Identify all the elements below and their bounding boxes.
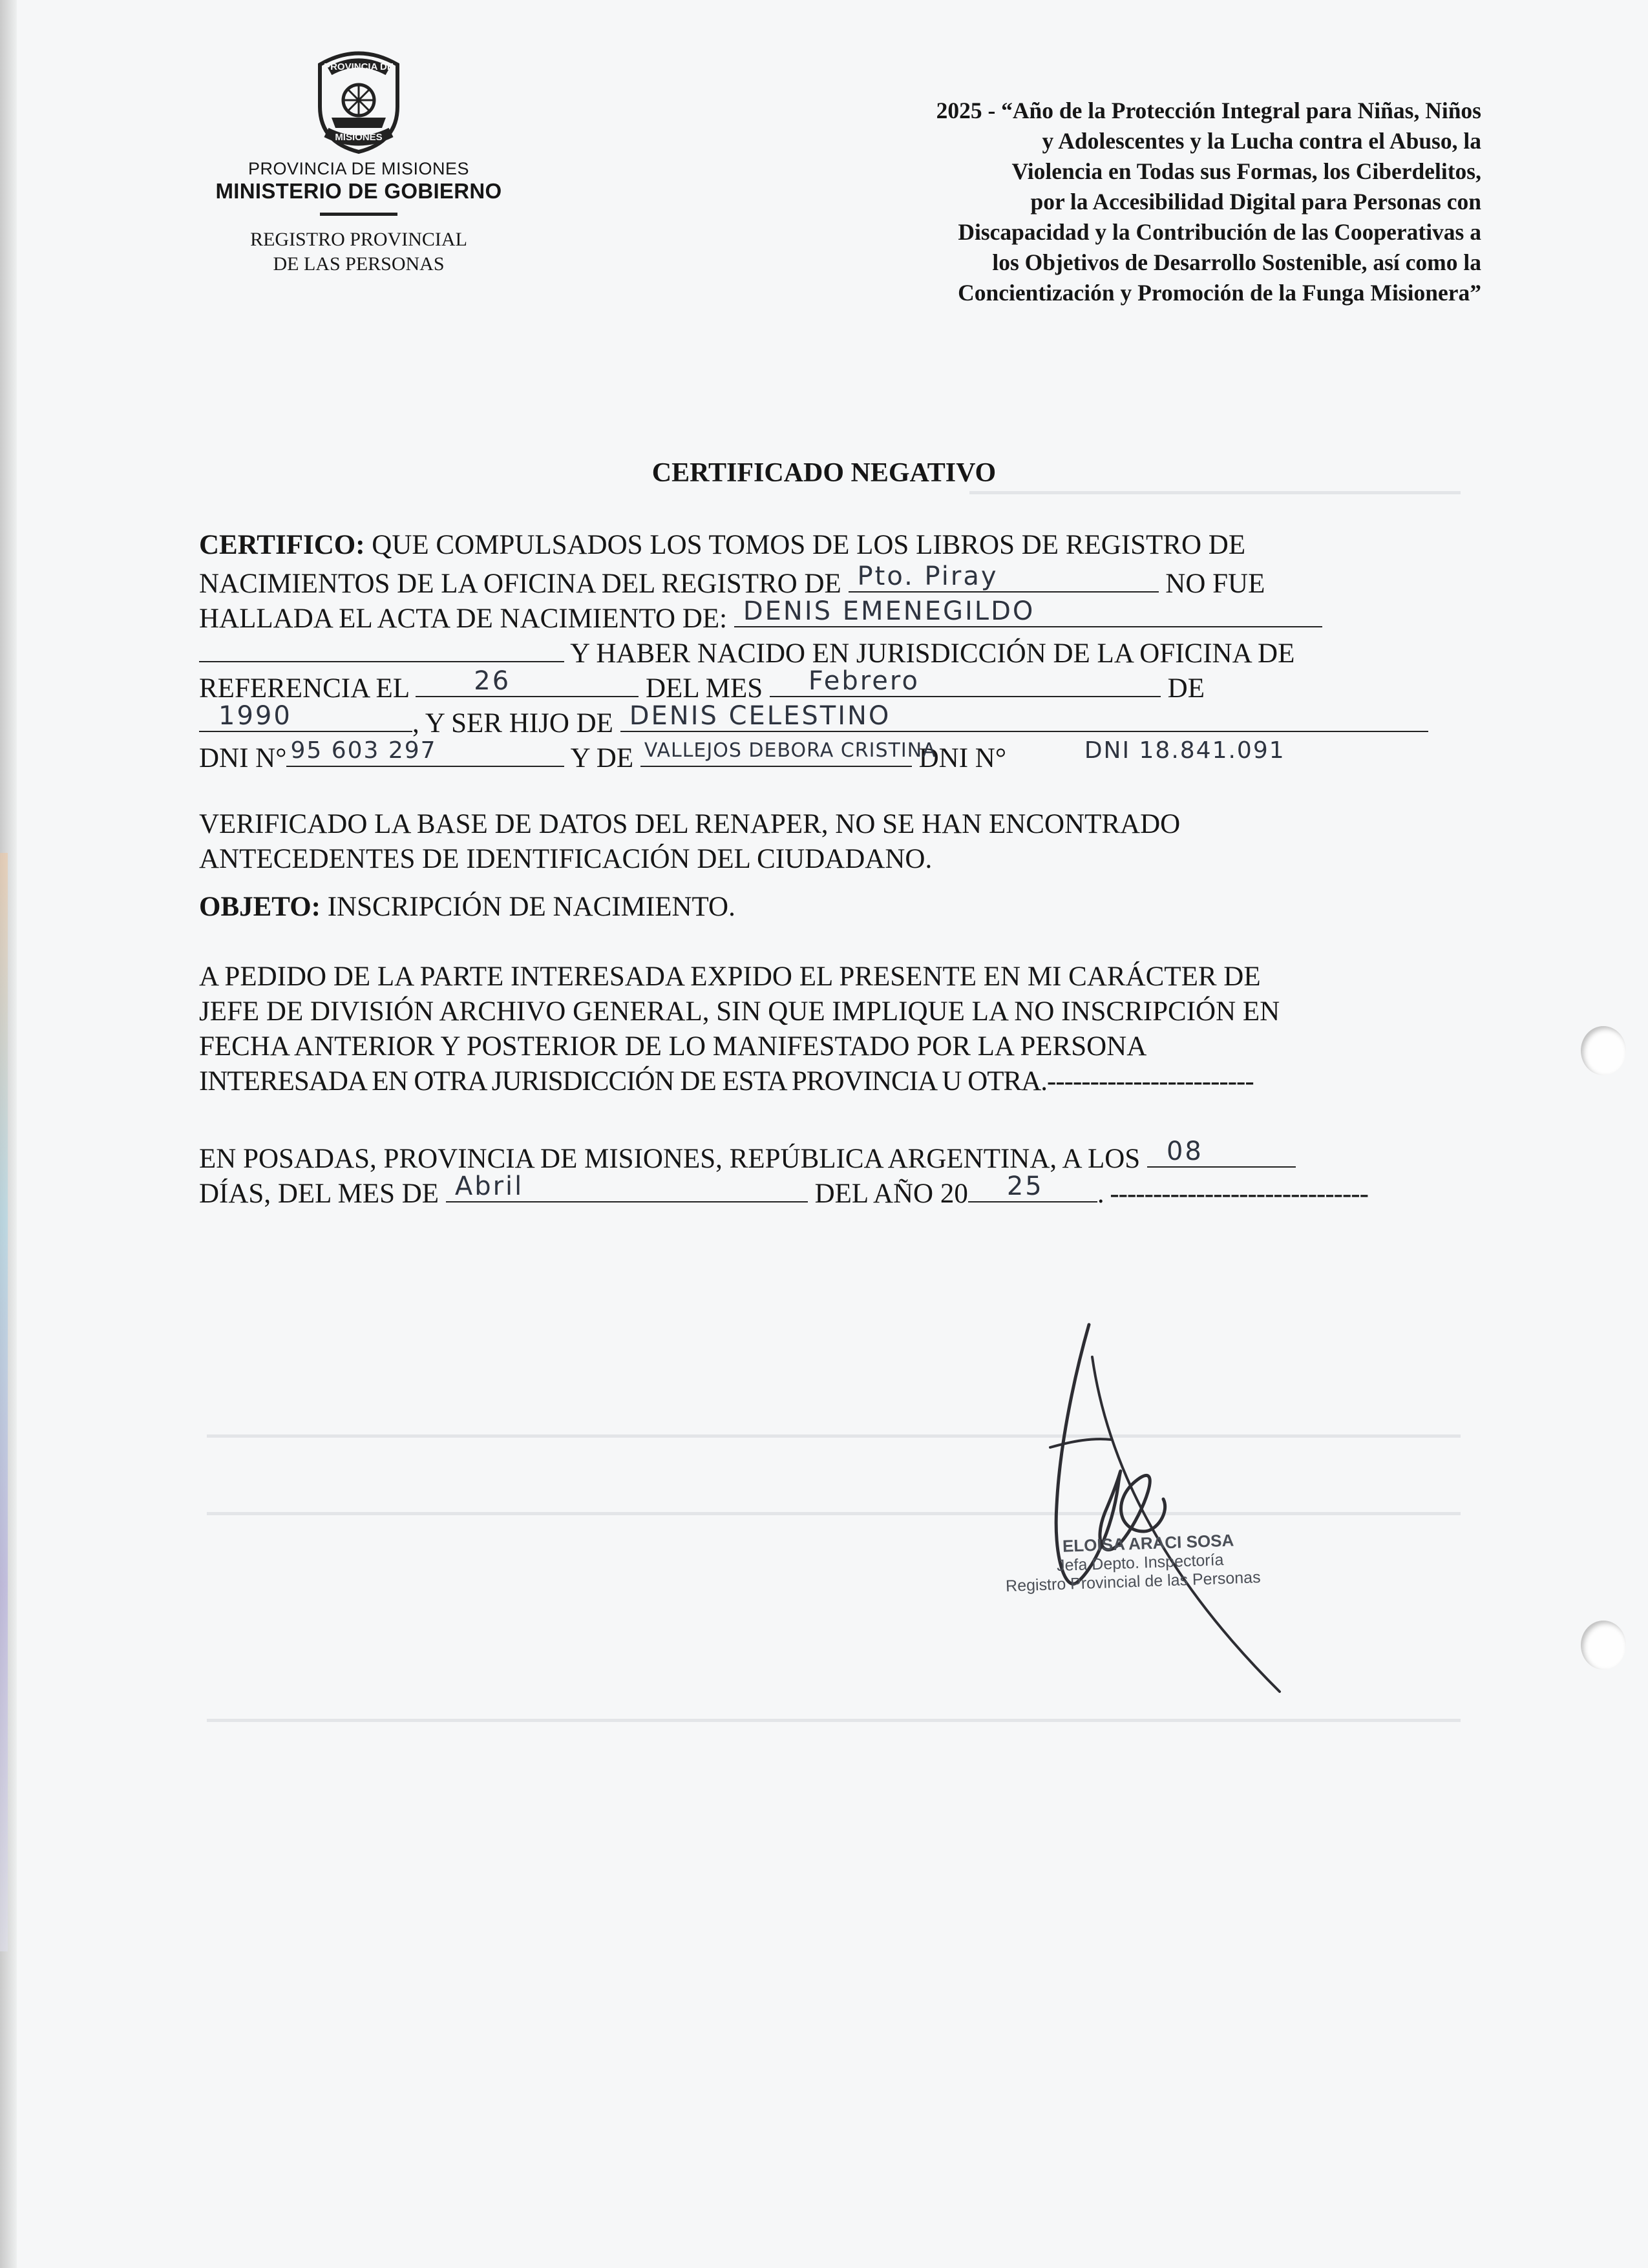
motto-line: por la Accesibilidad Digital para Personas con	[1030, 189, 1481, 215]
issue-month-field[interactable]	[446, 1173, 808, 1202]
document-title: CERTIFICADO NEGATIVO	[651, 458, 997, 488]
punch-hole	[1581, 1026, 1626, 1075]
ministry-name: MINISTERIO DE GOBIERNO	[215, 179, 502, 203]
father-dni-handwriting: 95 603 297	[290, 737, 437, 764]
birth-day-handwriting: 26	[474, 666, 511, 696]
issue-day-field[interactable]	[1147, 1138, 1296, 1168]
year-motto	[666, 96, 1481, 308]
lugar-line-1: EN POSADAS, PROVINCIA DE MISIONES, REPÚBLICA ARGENTINA, A LOS 08	[199, 1138, 1517, 1173]
father-dni-field[interactable]	[286, 737, 564, 767]
motto-line: y Adolescentes y la Lucha contra el Abuso, la	[1042, 128, 1481, 154]
official-stamp	[1004, 1529, 1262, 1596]
birth-year-field[interactable]	[199, 702, 412, 732]
birth-month-handwriting: Febrero	[808, 666, 920, 696]
person-name-handwriting: DENIS EMENEGILDO	[743, 596, 1035, 626]
certifico-line-5: REFERENCIA EL 26 DEL MES Febrero DE	[199, 667, 1517, 702]
pedido-line-4: INTERESADA EN OTRA JURISDICCIÓN DE ESTA PROVINCIA U OTRA.------------------------	[199, 1066, 1254, 1097]
motto-line: Discapacidad y la Contribución de las Cooperativas a	[958, 219, 1481, 245]
father-name-handwriting: DENIS CELESTINO	[629, 701, 891, 731]
divider	[320, 213, 397, 216]
motto-line: 2025 - “Año de la Protección Integral para Niñas, Niños	[936, 98, 1481, 123]
objeto-line: OBJETO: INSCRIPCIÓN DE NACIMIENTO.	[199, 892, 735, 922]
certifico-label: CERTIFICO:	[199, 530, 365, 560]
birth-month-field[interactable]	[770, 667, 1161, 697]
mother-dni-field[interactable]	[1013, 737, 1285, 767]
father-name-field[interactable]	[620, 702, 1428, 732]
scan-edge-color-strip	[0, 853, 8, 1951]
motto-line: Concientización y Promoción de la Funga Misionera”	[958, 280, 1481, 306]
verificado-line-2: ANTECEDENTES DE IDENTIFICACIÓN DEL CIUDADANO.	[199, 844, 933, 874]
stamp-role: Jefa Depto. Inspectoría	[1056, 1551, 1224, 1575]
birth-year-handwriting: 1990	[218, 701, 292, 731]
registry-line-1: REGISTRO PROVINCIAL	[250, 229, 467, 250]
province-seal-icon	[301, 45, 417, 155]
signature-icon	[1015, 1318, 1312, 1706]
certifico-line-6: 1990 , Y SER HIJO DE DENIS CELESTINO	[199, 702, 1517, 737]
mother-name-handwriting: VALLEJOS DEBORA CRISTINA	[644, 739, 936, 762]
certifico-line-1: CERTIFICO: QUE COMPULSADOS LOS TOMOS DE LOS LIBROS DE REGISTRO DE	[199, 530, 1246, 560]
office-handwriting: Pto. Piray	[857, 562, 998, 591]
certifico-line-4: Y HABER NACIDO EN JURISDICCIÓN DE LA OFICINA DE	[199, 633, 1517, 667]
stamp-org: Registro Provincial de las Personas	[1005, 1568, 1262, 1595]
svg-text:PROVINCIA DE: PROVINCIA DE	[324, 61, 394, 72]
registry-line-2: DE LAS PERSONAS	[273, 253, 445, 275]
ministry-header	[207, 45, 511, 277]
birth-day-field[interactable]	[416, 667, 639, 697]
blank-field[interactable]	[199, 633, 564, 662]
motto-line: Violencia en Todas sus Formas, los Ciberdelitos,	[1011, 158, 1481, 184]
issue-day-handwriting: 08	[1166, 1137, 1203, 1166]
mother-name-field[interactable]	[640, 737, 936, 767]
province-name: PROVINCIA DE MISIONES	[248, 159, 470, 178]
mother-dni-handwriting: DNI 18.841.091	[1084, 737, 1285, 764]
pedido-line-2: JEFE DE DIVISIÓN ARCHIVO GENERAL, SIN QUE IMPLIQUE LA NO INSCRIPCIÓN EN	[199, 996, 1280, 1027]
motto-line: los Objetivos de Desarrollo Sostenible, así como la	[992, 249, 1481, 275]
pedido-line-3: FECHA ANTERIOR Y POSTERIOR DE LO MANIFESTADO POR LA PERSONA	[199, 1031, 1147, 1062]
office-field[interactable]	[849, 563, 1159, 593]
certifico-line-3: HALLADA EL ACTA DE NACIMIENTO DE: DENIS EMENEGILDO	[199, 598, 1517, 633]
certificate-body	[199, 528, 1517, 1208]
issue-year-handwriting: 25	[1006, 1171, 1044, 1201]
issue-year-field[interactable]	[968, 1173, 1097, 1202]
person-name-field[interactable]	[734, 598, 1322, 627]
certifico-line-7: DNI N° 95 603 297 Y DE VALLEJOS DEBORA CRISTINA DNI N° DNI 18.841.091	[199, 737, 1517, 772]
objeto-label: OBJETO:	[199, 892, 321, 922]
punch-hole	[1581, 1621, 1626, 1670]
stamp-name: ELOISA ARACI SOSA	[1062, 1530, 1234, 1556]
certifico-line-2: NACIMIENTOS DE LA OFICINA DEL REGISTRO DE Pto. Piray NO FUE	[199, 563, 1517, 598]
issue-month-handwriting: Abril	[454, 1171, 524, 1201]
verificado-line-1: VERIFICADO LA BASE DE DATOS DEL RENAPER, NO SE HAN ENCONTRADO	[199, 809, 1181, 839]
lugar-line-2: DÍAS, DEL MES DE Abril DEL AÑO 20 25 . ------------------------------	[199, 1173, 1517, 1208]
svg-text:MISIONES: MISIONES	[335, 132, 383, 143]
pedido-line-1: A PEDIDO DE LA PARTE INTERESADA EXPIDO EL PRESENTE EN MI CARÁCTER DE	[199, 961, 1261, 992]
